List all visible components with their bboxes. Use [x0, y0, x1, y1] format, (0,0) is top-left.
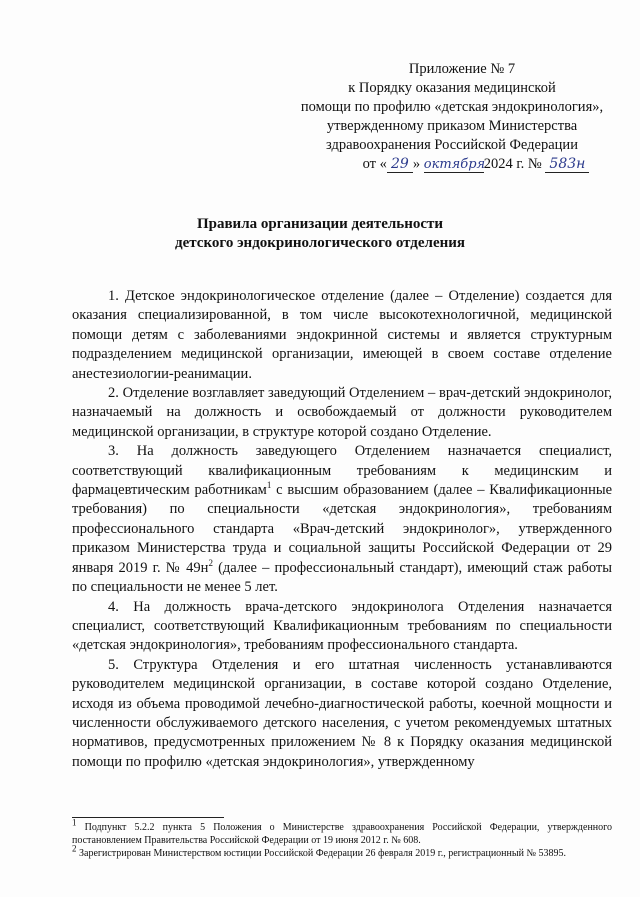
appendix-line: к Порядку оказания медицинской: [348, 80, 556, 96]
handwritten-order-number: 583н: [545, 157, 589, 173]
footnote-ref-2: 2: [208, 557, 213, 568]
document-body: [72, 287, 612, 772]
footnote-2: $^2$ Зарегистрирован Министерством юстиции Российской Федерации 26 февраля 2019 г., регистрационный № 53895.: [72, 843, 566, 859]
title-line-1: Правила организации деятельности: [196, 216, 444, 232]
handwritten-day: 29: [387, 157, 413, 173]
appendix-header: [282, 60, 622, 174]
paragraph-4: 4. На должность врача-детского эндокринолога Отделения назначается специалист, соответствующий Квалификационным требованиям по специальности «детская эндокринология», требованиям профессионального стандарта.: [72, 598, 612, 654]
appendix-line: помощи по профилю «детская эндокринология»,: [300, 99, 604, 115]
handwritten-month: октября: [423, 157, 486, 172]
paragraph-3: 3. На должность заведующего Отделением назначается специалист, соответствующий квалификационным требованиям к медицинским и фармацевтическим работникам$^1$ с высшим образованием (далее – Квалификационные требования) по специальности «детская эндокринология», требованиям профессионального стандарта «Врач-детский эндокринолог», утвержденного приказом Министерства труда и социальной защиты Российской Федерации от 29 января 2019 г. № $49н^2$ (далее – профессиональный стандарт), имеющий стаж работы по специальности не менее 5 лет.: [72, 443, 613, 596]
document-title: [0, 215, 640, 253]
paragraph-5: 5. Структура Отделения и его штатная численность устанавливаются руководителем медицинской организации, в составе которой создано Отделение, исходя из объема проводимой лечебно-диагностической работы, коечной мощности и численности обслуживаемого детского населения, с учетом рекомендуемых штатных нормативов, предусмотренных приложением № 8 к Порядку оказания медицинской помощи по профилю «детская эндокринология», утвержденному: [72, 656, 612, 770]
appendix-line: утвержденному приказом Министерства: [326, 118, 578, 134]
appendix-line: здравоохранения Российской Федерации: [326, 137, 578, 153]
footnote-1: $^1$ Подпункт 5.2.2 пункта 5 Положения о Министерстве здравоохранения Российской Федерации, утвержденного постановлением Правительства Российской Федерации от 19 июня 2012 г. № 608.: [72, 817, 612, 846]
appendix-date-line: [282, 155, 622, 174]
appendix-title: Приложение № 7: [408, 61, 516, 77]
footnote-ref-1: 1: [266, 480, 272, 491]
title-line-2: детского эндокринологического отделения: [174, 235, 466, 251]
date-prefix: от «: [362, 156, 387, 172]
paragraph-2: 2. Отделение возглавляет заведующий Отделением – врач-детский эндокринолог, назначаемый на должность и освобождаемый от должности руководителем медицинской организации, в структуре которой создано Отделение.: [72, 385, 612, 440]
date-mid: »: [412, 156, 421, 172]
date-year: 2024 г. №: [483, 156, 542, 172]
footnotes: [72, 817, 612, 862]
footnote-divider: [72, 817, 224, 818]
paragraph-1: 1. Детское эндокринологическое отделение (далее – Отделение) создается для оказания специализированной, в том числе высокотехнологичной, медицинской помощи детям с заболеваниями эндокринной системы и является структурным подразделением медицинской организации, имеющей в своем составе отделение анестезиологии-реанимации.: [72, 288, 612, 382]
